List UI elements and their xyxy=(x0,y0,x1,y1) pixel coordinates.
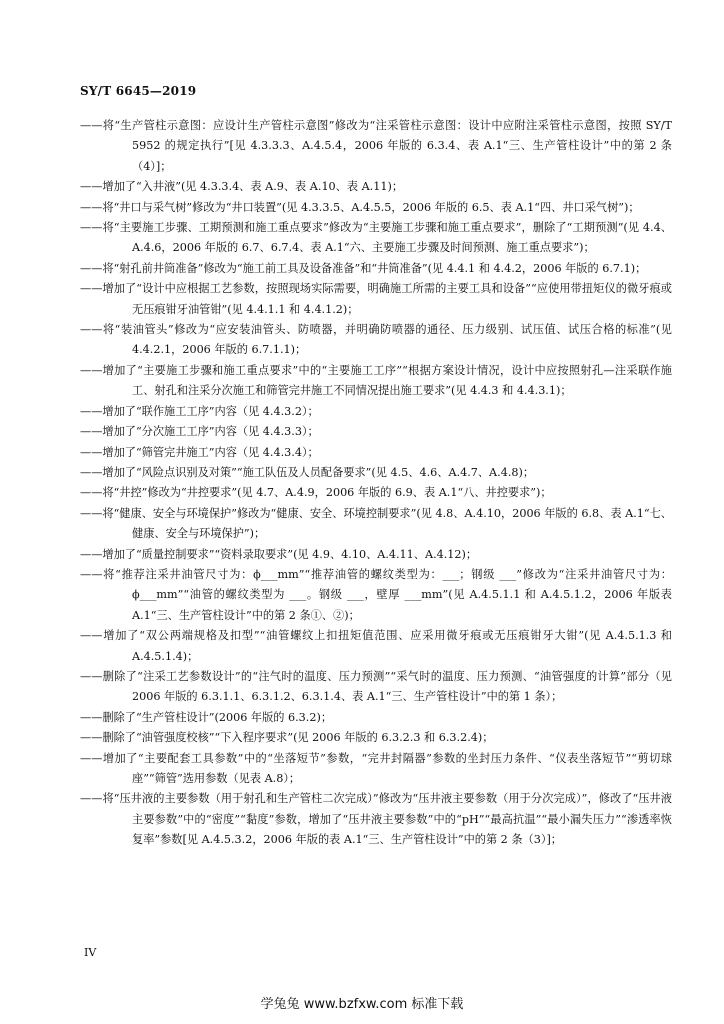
change-item-7: ——将“装油管头”修改为“应安装油管头、防喷器，并明确防喷器的通径、压力级别、试压值、试压合格的标准”(见 4.4.2.1，2006 年版的 6.7.1.1)； xyxy=(80,323,672,357)
change-item-18: ——删除了“注采工艺参数设计”的“注气时的温度、压力预测”“采气时的温度、压力预测、“油管强度的计算”部分（见 2006 年版的 6.3.1.1、6.3.1.2、6.3.1.4、表 A.1“三、生产管柱设计”中的第 1 条）； xyxy=(80,669,672,704)
change-item-19: ——删除了“生产管柱设计”(2006 年版的 6.3.2)； xyxy=(80,710,333,724)
change-item-13: ——将“井控”修改为“井控要求”(见 4.7、A.4.9，2006 年版的 6.9、表 A.1“八、井控要求”)； xyxy=(80,486,552,500)
change-item-22: ——将“压井液的主要参数（用于射孔和生产管柱二次完成）”修改为“压井液主要参数（用于分次完成）”，修改了“压井液主要参数”中的“密度”“黏度”参数，增加了“压井液主要参数”中的“pH”“最高抗温”“最小漏失压力”“渗透率恢复率”参数[见 A.4.5.3.2，2006 年版的表 A.1“三、生产管柱设计”中的第 2 条（3）]； xyxy=(80,792,672,847)
change-item-11: ——增加了“筛管完井施工”内容（见 4.4.3.4）； xyxy=(80,445,319,459)
page-number: IV xyxy=(84,946,97,959)
change-item-6: ——增加了“设计中应根据工艺参数，按照现场实际需要，明确施工所需的主要工具和设备”“应使用带扭矩仪的微牙痕或无压痕钳牙油管钳”(见 4.4.1.1 和 4.4.1.2)； xyxy=(80,282,672,316)
change-item-14: ——将“健康、安全与环境保护”修改为“健康、安全、环境控制要求”(见 4.8、A.4.10，2006 年版的 6.8、表 A.1“七、健康、安全与环境保护”)； xyxy=(80,506,672,541)
site-watermark: 学兔兔 www.bzfxw.com 标准下载 xyxy=(260,997,464,1012)
change-item-8: ——增加了“主要施工步骤和施工重点要求”中的“主要施工工序”“根据方案设计情况，设计中应按照射孔—注采联作施工、射孔和注采分次施工和筛管完井施工不同情况提出施工要求”(见 4.4.3 和 4.4.3.1)； xyxy=(80,363,672,398)
change-item-12: ——增加了“风险点识别及对策”“施工队伍及人员配备要求”(见 4.5、4.6、A.4.7、A.4.8)； xyxy=(80,465,535,479)
change-item-9: ——增加了“联作施工工序”内容（见 4.4.3.2）； xyxy=(80,404,319,418)
change-item-17: ——增加了“双公两端规格及扣型”“油管螺纹上扣扭矩值范围、应采用微牙痕或无压痕钳牙大钳”(见 A.4.5.1.3 和 A.4.5.1.4)； xyxy=(80,629,672,663)
change-item-15: ——增加了“质量控制要求”“资料录取要求”(见 4.9、4.10、A.4.11、A.4.12)； xyxy=(80,547,478,561)
change-item-4: ——将“主要施工步骤、工期预测和施工重点要求”修改为“主要施工步骤和施工重点要求”，删除了“工期预测”(见 4.4、A.4.6，2006 年版的 6.7、6.7.4、表 A.1“六、主要施工步骤及时间预测、施工重点要求”)； xyxy=(80,221,672,255)
change-item-1: ——将“生产管柱示意图：应设计生产管柱示意图”修改为“注采管柱示意图：设计中应附注采管柱示意图，按照 SY/T 5952 的规定执行”[见 4.3.3.3、A.4.5.4，2006 年版的 6.3.4、表 A.1“三、生产管柱设计”中的第 2 条（4）]； xyxy=(80,119,672,173)
document-header: SY/T 6645—2019 xyxy=(80,84,197,98)
change-list xyxy=(80,116,672,851)
change-item-21: ——增加了“主要配套工具参数”中的“坐落短节”参数，“完井封隔器”参数的坐封压力条件、“仪表坐落短节”“剪切球座”“筛管”选用参数（见表 A.8）； xyxy=(80,751,672,785)
change-item-16: ——将“推荐注采井油管尺寸为：ϕ___mm”“推荐油管的螺纹类型为：___；钢级 ___”修改为“注采井油管尺寸为：ϕ___mm”“油管的螺纹类型为 ___。钢级 ___，壁厚 ___mm”(见 A.4.5.1.1 和 A.4.5.1.2，2006 年版表 A.1“三、生产管柱设计”中的第 2 条①、②)； xyxy=(80,567,672,622)
change-item-10: ——增加了“分次施工工序”内容（见 4.4.3.3）； xyxy=(80,425,319,439)
change-item-5: ——将“射孔前井筒准备”修改为“施工前工具及设备准备”和“井筒准备”(见 4.4.1 和 4.4.2，2006 年版的 6.7.1)； xyxy=(80,261,647,275)
change-item-20: ——删除了“油管强度校核”“下入程序要求”(见 2006 年版的 6.3.2.3 和 6.3.2.4)； xyxy=(80,731,494,745)
change-item-2: ——增加了“入井液”(见 4.3.3.4、表 A.9、表 A.10、表 A.11)； xyxy=(80,180,404,194)
change-item-3: ——将“井口与采气树”修改为“井口装置”(见 4.3.3.5、A.4.5.5，2006 年版的 6.5、表 A.1“四、井口采气树”)； xyxy=(80,200,640,214)
